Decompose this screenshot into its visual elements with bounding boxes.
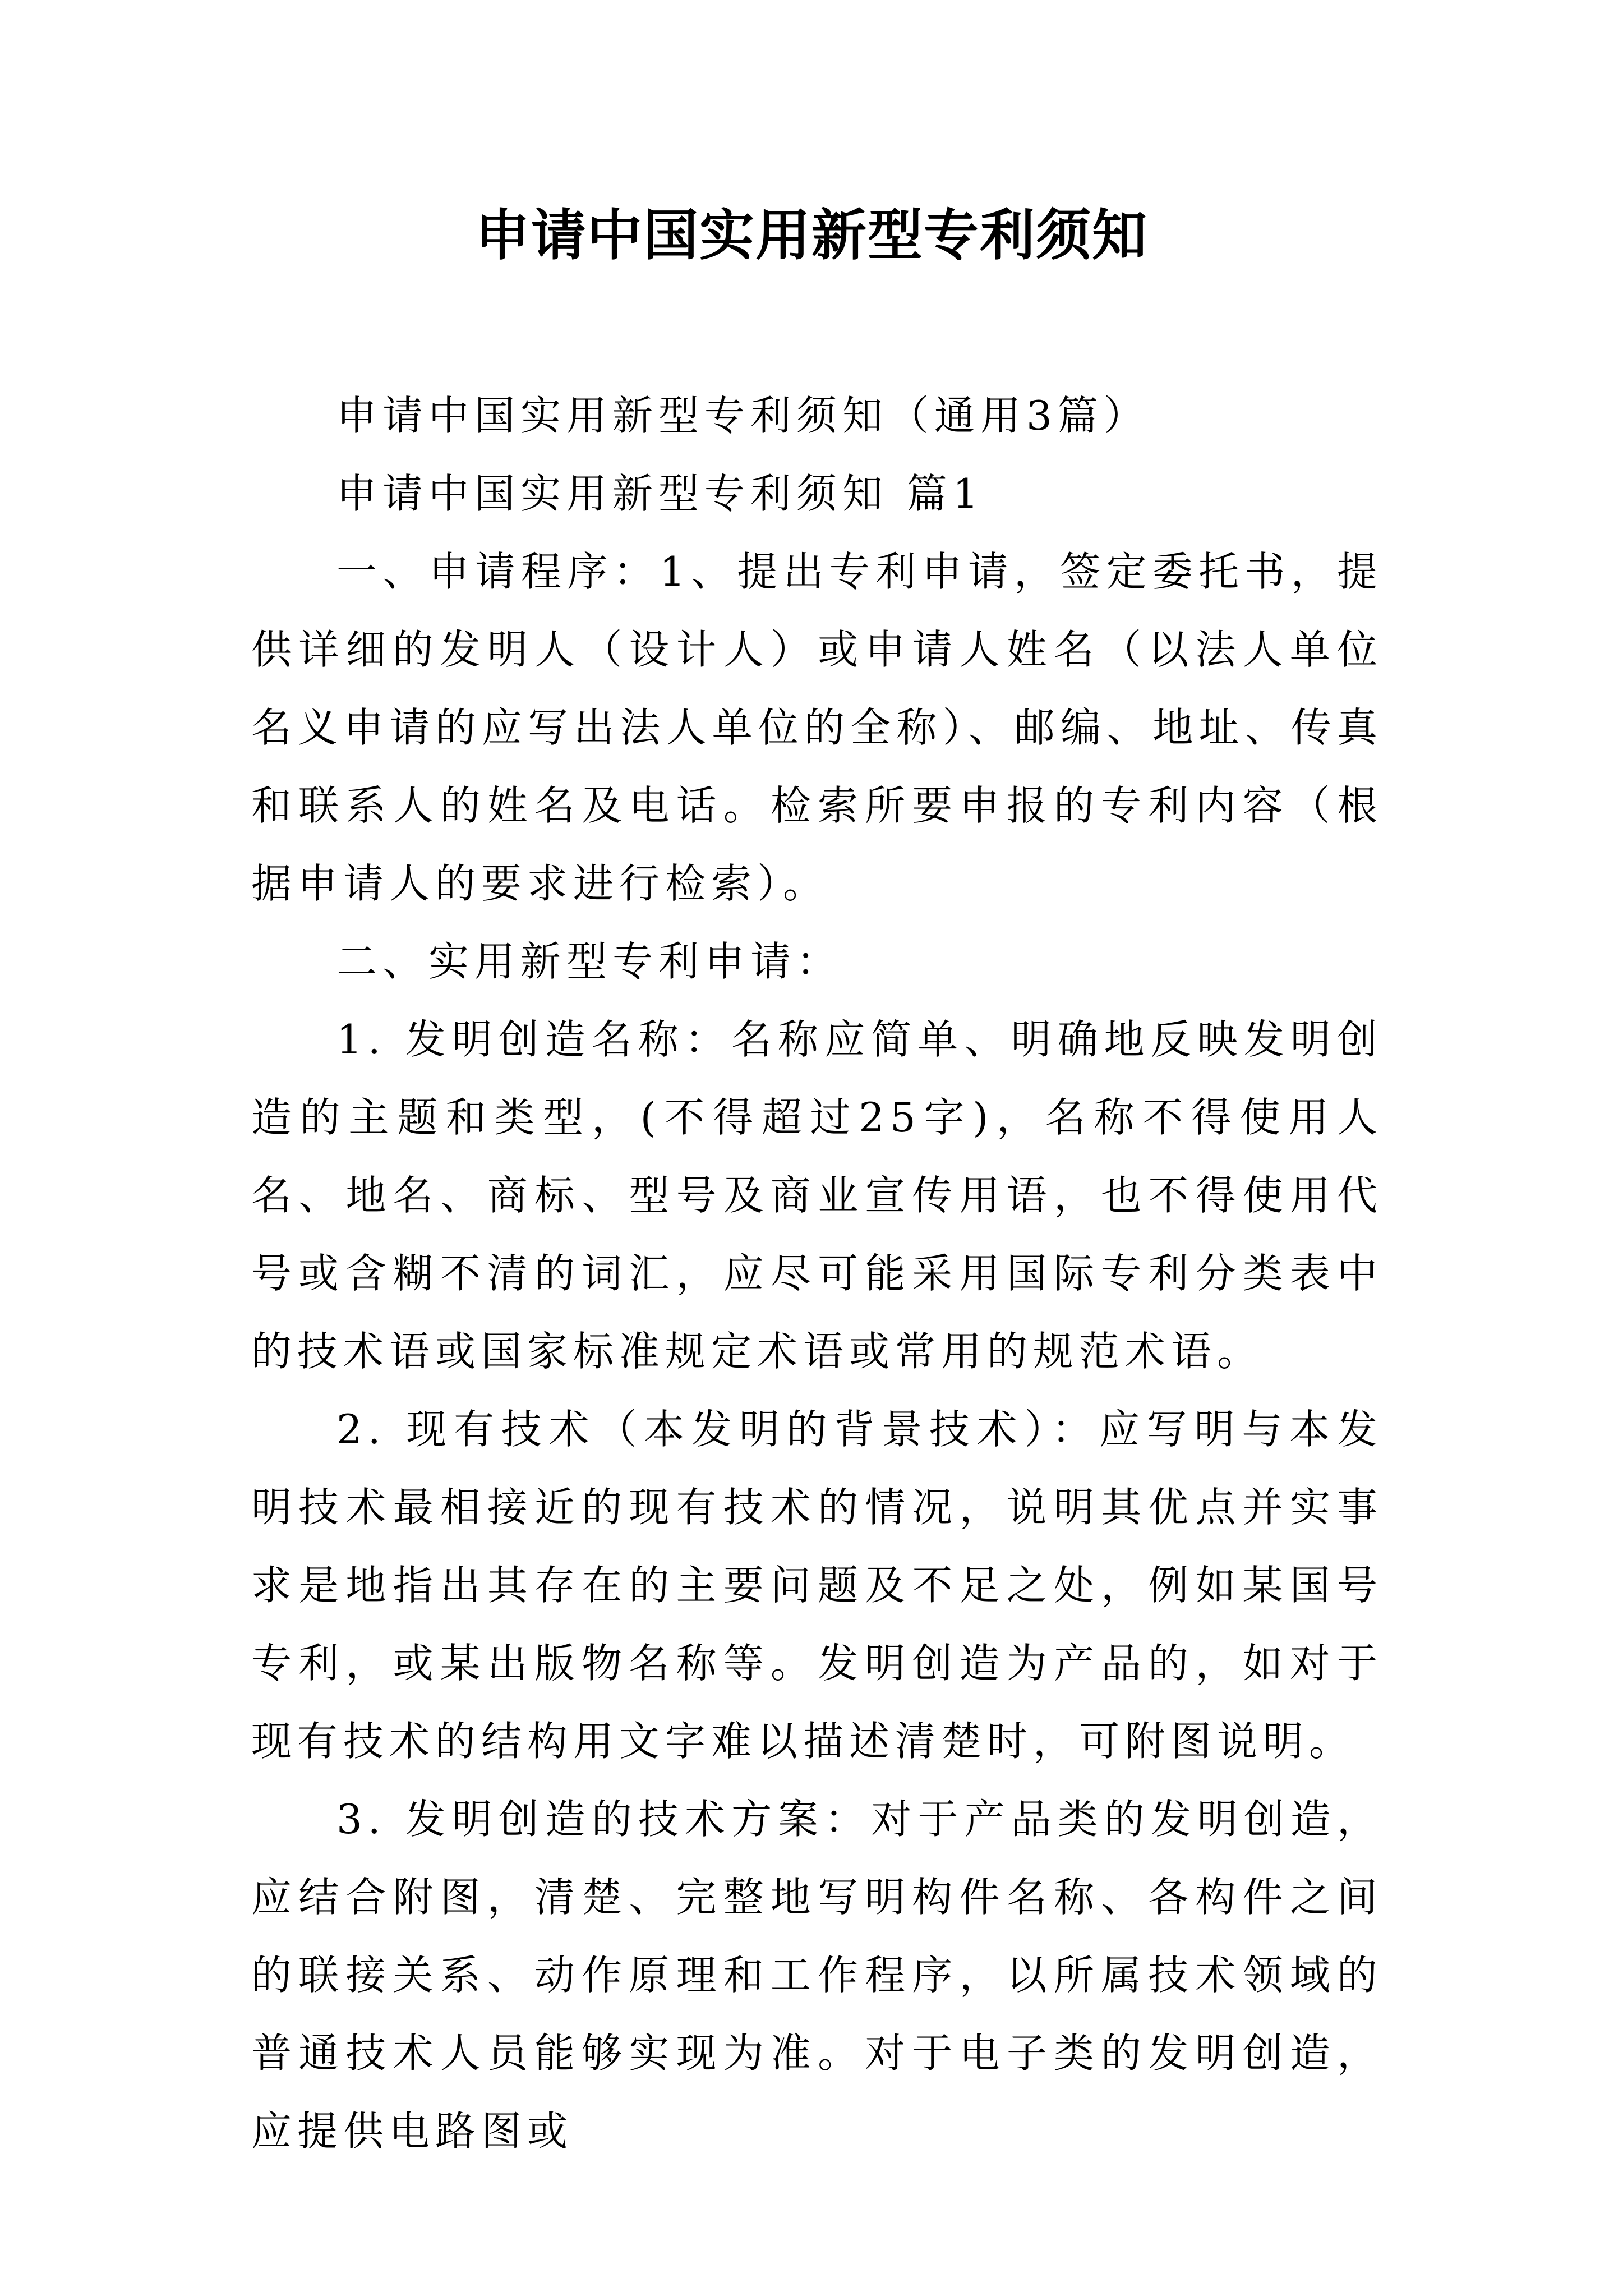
paragraph-section-heading: 申请中国实用新型专利须知 篇1 xyxy=(336,470,984,517)
paragraph-prior-art: 2. 现有技术（本发明的背景技术）：应写明与本发明技术最相接近的现有技术的情况，说明其优点并实事求是地指出其存在的主要问题及不足之处，例如某国号专利，或某出版物名称等。发明创造为产品的，如对于现有技术的结构用文字难以描述清楚时，可附图说明。 xyxy=(251,1406,1383,1765)
paragraph-technical-solution: 3. 发明创造的技术方案：对于产品类的发明创造，应结合附图，清楚、完整地写明构件名称、各构件之间的联接关系、动作原理和工作程序，以所属技术领域的普通技术人员能够实现为准。对于电子类的发明创造，应提供电路图或 xyxy=(251,1796,1383,2155)
document-title: 申请中国实用新型专利须知 xyxy=(474,204,1148,268)
paragraph-subtitle: 申请中国实用新型专利须知（通用3篇） xyxy=(336,392,1150,439)
paragraph-utility-model-heading: 二、实用新型专利申请： xyxy=(336,938,843,985)
document-body xyxy=(251,377,1383,2170)
paragraph-invention-name: 1. 发明创造名称：名称应简单、明确地反映发明创造的主题和类型，(不得超过25字)，名称不得使用人名、地名、商标、型号及商业宣传用语，也不得使用代号或含糊不清的词汇，应尽可能采用国际专利分类表中的技术语或国家标准规定术语或常用的规范术语。 xyxy=(251,1016,1383,1375)
paragraph-application-procedure: 一、申请程序：1、提出专利申请，签定委托书，提供详细的发明人（设计人）或申请人姓名（以法人单位名义申请的应写出法人单位的全称）、邮编、地址、传真和联系人的姓名及电话。检索所要申报的专利内容（根据申请人的要求进行检索）。 xyxy=(251,548,1383,907)
